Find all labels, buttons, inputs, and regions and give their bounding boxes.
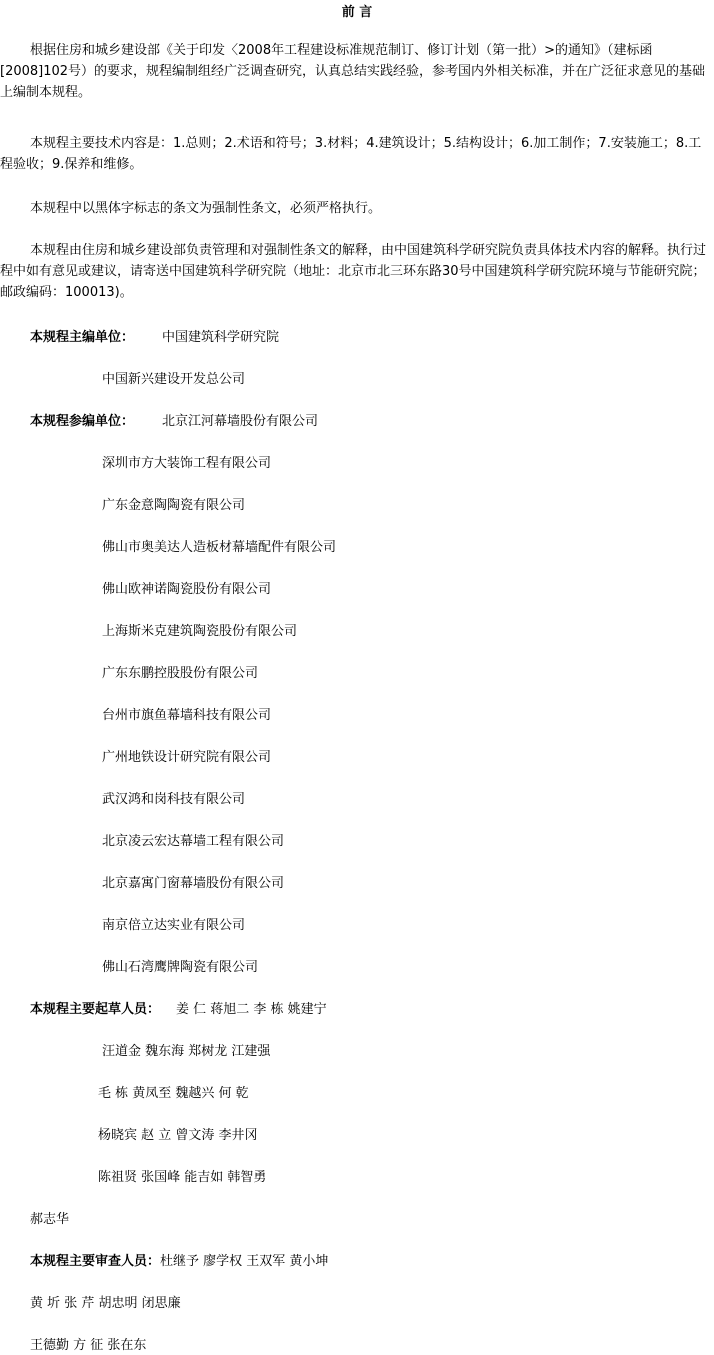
drafters-label: 本规程主要起草人员： [30, 1002, 161, 1017]
preface-paragraph-1 [0, 40, 714, 103]
participating-unit-name: 武汉鸿和岗科技有限公司 [102, 792, 246, 807]
participating-units-row [30, 413, 318, 431]
reviewer-names: 黄 圻 张 芹 胡忠明 闭思廉 [30, 1296, 181, 1311]
chief-units-row [30, 329, 279, 347]
participating-unit-name: 北京嘉寓门窗幕墙股份有限公司 [102, 876, 285, 891]
drafter-names: 姜 仁 蒋旭二 李 栋 姚建宁 [176, 1002, 327, 1017]
participating-unit-name: 广东金意陶陶瓷有限公司 [102, 498, 246, 513]
preface-paragraph-3 [0, 198, 714, 219]
drafter-names: 杨晓宾 赵 立 曾文涛 李井冈 [98, 1128, 258, 1143]
chief-units-label: 本规程主编单位： [30, 330, 135, 345]
drafters-row [30, 1001, 327, 1019]
participating-unit-name: 北京江河幕墙股份有限公司 [162, 414, 319, 429]
paragraph-text: 根据住房和城乡建设部《关于印发〈2008年工程建设标准规范制订、修订计划（第一批）>的通知》（建标函[2008]102号）的要求，规程编制组经广泛调查研究，认真总结实践经验，参考国内外相关标准，并在广泛征求意见的基础上编制本规程。 [0, 43, 706, 100]
participating-unit-name: 广东东鹏控股股份有限公司 [102, 666, 259, 681]
participating-unit-name: 南京倍立达实业有限公司 [102, 918, 246, 933]
preface-paragraph-4 [0, 240, 714, 303]
participating-unit-name: 佛山市奥美达人造板材幕墙配件有限公司 [102, 540, 337, 555]
drafter-names: 陈祖贤 张国峰 能吉如 韩智勇 [98, 1170, 267, 1185]
drafter-names: 毛 栋 黄凤至 魏越兴 何 乾 [98, 1086, 249, 1101]
preface-paragraph-2 [0, 133, 714, 175]
paragraph-text: 本规程中以黑体字标志的条文为强制性条文，必须严格执行。 [30, 201, 382, 216]
paragraph-text: 本规程主要技术内容是：1.总则；2.术语和符号；3.材料；4.建筑设计；5.结构设计；6.加工制作；7.安装施工；8.工程验收；9.保养和维修。 [0, 136, 702, 172]
chief-unit-name: 中国新兴建设开发总公司 [102, 372, 246, 387]
reviewers-row [30, 1253, 328, 1271]
reviewer-names: 王德勤 方 征 张在东 [30, 1338, 147, 1353]
drafter-names: 汪道金 魏东海 郑树龙 江建强 [102, 1044, 271, 1059]
page-title: 前 言 [341, 5, 373, 20]
participating-unit-name: 上海斯米克建筑陶瓷股份有限公司 [102, 624, 298, 639]
reviewer-names: 杜继予 廖学权 王双军 黄小坤 [160, 1254, 329, 1269]
reviewers-label: 本规程主要审查人员： [30, 1254, 161, 1269]
participating-unit-name: 深圳市方大装饰工程有限公司 [102, 456, 272, 471]
participating-unit-name: 佛山欧神诺陶瓷股份有限公司 [102, 582, 272, 597]
participating-unit-name: 佛山石湾鹰牌陶瓷有限公司 [102, 960, 259, 975]
participating-unit-name: 广州地铁设计研究院有限公司 [102, 750, 272, 765]
participating-units-label: 本规程参编单位： [30, 414, 135, 429]
participating-unit-name: 台州市旗鱼幕墙科技有限公司 [102, 708, 272, 723]
drafter-names: 郝志华 [30, 1212, 70, 1227]
participating-unit-name: 北京凌云宏达幕墙工程有限公司 [102, 834, 285, 849]
paragraph-text: 本规程由住房和城乡建设部负责管理和对强制性条文的解释，由中国建筑科学研究院负责具体技术内容的解释。执行过程中如有意见或建议，请寄送中国建筑科学研究院（地址：北京市北三环东路30号中国建筑科学研究院环境与节能研究院；邮政编码：100013)。 [0, 243, 707, 300]
chief-unit-name: 中国建筑科学研究院 [162, 330, 280, 345]
